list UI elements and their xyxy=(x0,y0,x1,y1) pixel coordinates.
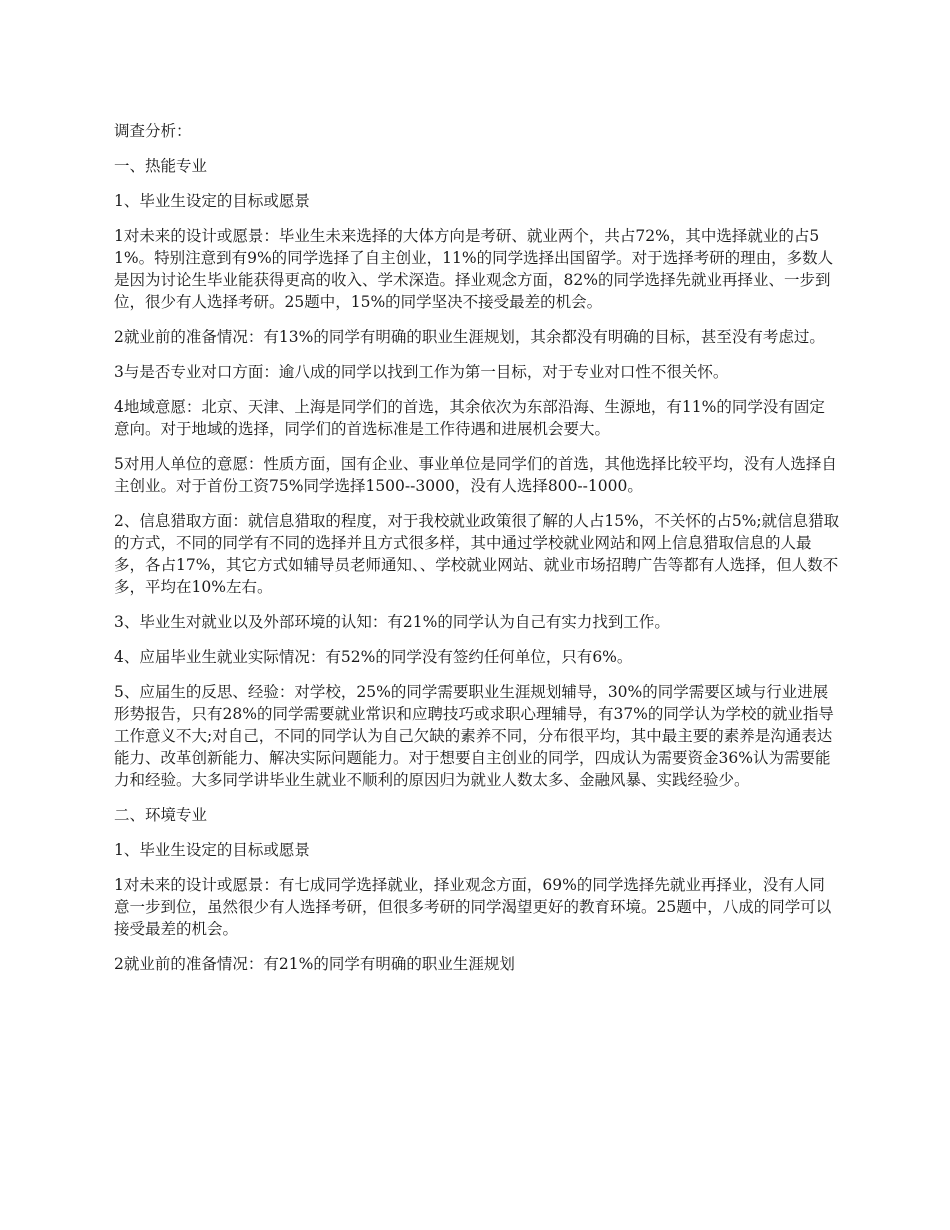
body-paragraph: 1对未来的设计或愿景：有七成同学选择就业，择业观念方面，69%的同学选择先就业再择业，没有人同意一步到位，虽然很少有人选择考研，但很多考研的同学渴望更好的教育环境。25题中，八成的同学可以接受最差的机会。 xyxy=(114,876,832,938)
body-paragraph: 2、信息猎取方面：就信息猎取的程度，对于我校就业政策很了解的人占15%，不关怀的占5%;就信息猎取的方式，不同的同学有不同的选择并且方式很多样，其中通过学校就业网站和网上信息猎取信息的人最多，各占17%，其它方式如辅导员老师通知、、学校就业网站、就业市场招聘广告等都有人选择，但人数不多，平均在10%左右。 xyxy=(114,512,840,596)
section-intro-heading: 调查分析： xyxy=(114,122,192,140)
body-paragraph: 5、应届生的反思、经验：对学校，25%的同学需要职业生涯规划辅导，30%的同学需要区域与行业进展形势报告，只有28%的同学需要就业常识和应聘技巧或求职心理辅导，有37%的同学认为学校的就业指导工作意义不大;对自己，不同的同学认为自己欠缺的素养不同，分布很平均，其中最主要的素养是沟通表达能力、改革创新能力、解决实际问题能力。对于想要自主创业的同学，四成认为需要资金36%认为需要能力和经验。大多同学讲毕业生就业不顺利的原因归为就业人数太多、金融风暴、实践经验少。 xyxy=(114,683,834,789)
body-paragraph: 4地域意愿：北京、天津、上海是同学们的首选，其余依次为东部沿海、生源地，有11%的同学没有固定意向。对于地域的选择，同学们的首选标准是工作待遇和进展机会要大。 xyxy=(114,398,825,438)
body-paragraph: 3、毕业生对就业以及外部环境的认知：有21%的同学认为自己有实力找到工作。 xyxy=(114,613,670,631)
body-paragraph: 2就业前的准备情况：有21%的同学有明确的职业生涯规划 xyxy=(114,955,515,973)
subsection-heading: 1、毕业生设定的目标或愿景 xyxy=(114,841,310,859)
section-heading-thermal: 一、热能专业 xyxy=(114,157,208,175)
body-paragraph: 5对用人单位的意愿：性质方面，国有企业、事业单位是同学们的首选，其他选择比较平均，没有人选择自主创业。对于首份工资75%同学选择1500--3000，没有人选择800--1000。 xyxy=(114,455,837,495)
body-paragraph: 3与是否专业对口方面：逾八成的同学以找到工作为第一目标，对于专业对口性不很关怀。 xyxy=(114,363,729,381)
document-body xyxy=(114,120,840,988)
body-paragraph: 1对未来的设计或愿景：毕业生未来选择的大体方向是考研、就业两个，共占72%，其中选择就业的占51%。特别注意到有9%的同学选择了自主创业，11%的同学选择出国留学。对于选择考研的理由，多数人是因为讨论生毕业能获得更高的收入、学术深造。择业观念方面，82%的同学选择先就业再择业、一步到位，很少有人选择考研。25题中，15%的同学坚决不接受最差的机会。 xyxy=(114,227,834,311)
section-heading-environment: 二、环境专业 xyxy=(114,806,208,824)
subsection-heading: 1、毕业生设定的目标或愿景 xyxy=(114,192,310,210)
body-paragraph: 4、应届毕业生就业实际情况：有52%的同学没有签约任何单位，只有6%。 xyxy=(114,648,633,666)
body-paragraph: 2就业前的准备情况：有13%的同学有明确的职业生涯规划，其余都没有明确的目标，甚至没有考虑过。 xyxy=(114,328,825,346)
